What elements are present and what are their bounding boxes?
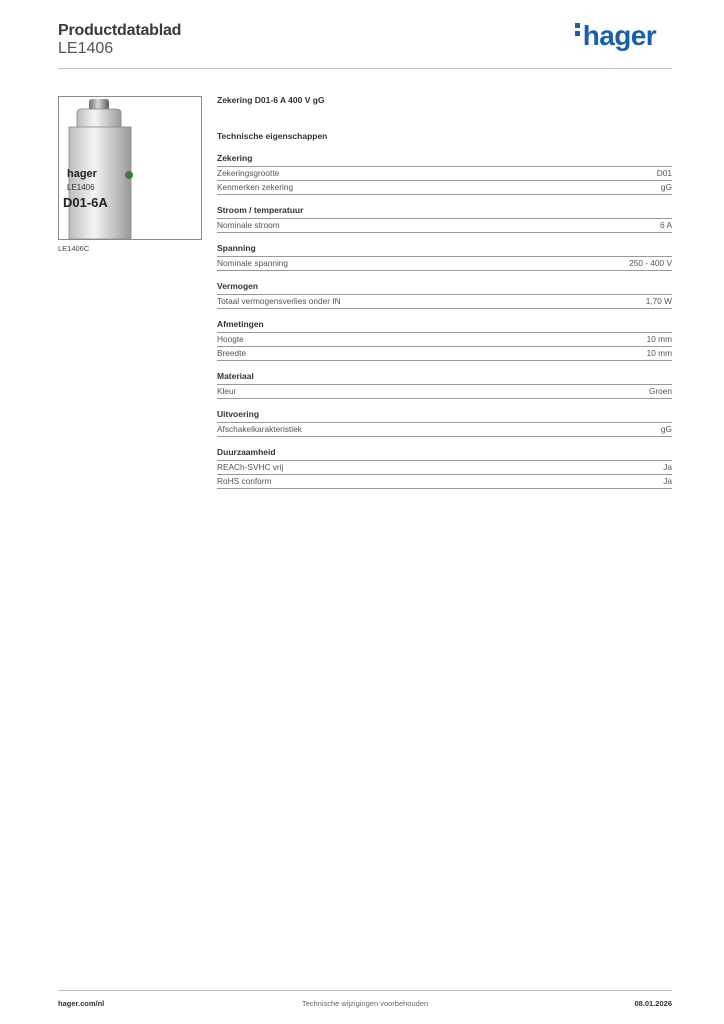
spec-row (217, 461, 672, 475)
logo-dots-icon (575, 20, 581, 39)
section-vermogen (217, 281, 672, 309)
spec-label: Kenmerken zekering (217, 182, 294, 192)
spec-label: Totaal vermogensverlies onder IN (217, 296, 341, 306)
section-title: Duurzaamheid (217, 447, 672, 461)
section-title: Afmetingen (217, 319, 672, 333)
spec-value: Ja (663, 476, 672, 486)
spec-row (217, 295, 672, 309)
page-footer (58, 990, 672, 1015)
product-photo (58, 96, 202, 240)
spec-label: Breedte (217, 348, 247, 358)
spec-row (217, 347, 672, 361)
fuse-label-rating: D01-6A (63, 195, 108, 210)
spec-label: REACh-SVHC vrij (217, 462, 284, 472)
page-header (58, 20, 672, 69)
spec-row (217, 475, 672, 489)
spec-content (217, 95, 672, 489)
section-title: Stroom / temperatuur (217, 205, 672, 219)
section-title: Uitvoering (217, 409, 672, 423)
section-afmetingen (217, 319, 672, 361)
photo-caption: LE1406C (58, 244, 90, 253)
footer-date: 08.01.2026 (634, 999, 672, 1008)
spec-value: 10 mm (646, 334, 672, 344)
spec-value: 1,70 W (645, 296, 672, 306)
section-title: Zekering (217, 153, 672, 167)
spec-value: 6 A (660, 220, 672, 230)
spec-label: Afschakelkarakteristiek (217, 424, 302, 434)
spec-row (217, 257, 672, 271)
spec-value: 10 mm (646, 348, 672, 358)
spec-value: 250 - 400 V (629, 258, 672, 268)
fuse-image-icon (59, 97, 201, 239)
section-title: Materiaal (217, 371, 672, 385)
spec-value: Groen (648, 386, 672, 396)
logo-text: hager (582, 20, 656, 51)
spec-row (217, 385, 672, 399)
fuse-indicator (125, 171, 133, 179)
spec-value: D01 (656, 168, 672, 178)
spec-value: gG (660, 182, 672, 192)
spec-value: gG (660, 424, 672, 434)
spec-row (217, 423, 672, 437)
spec-label: Kleur (217, 386, 237, 396)
spec-row (217, 333, 672, 347)
spec-label: Nominale spanning (217, 258, 289, 268)
spec-label: Nominale stroom (217, 220, 280, 230)
section-uitvoering (217, 409, 672, 437)
section-duurzaamheid (217, 447, 672, 489)
footer-notice: Technische wijzigingen voorbehouden (301, 999, 429, 1008)
product-name: Zekering D01-6 A 400 V gG (217, 95, 325, 105)
spec-label: RoHS conform (217, 476, 272, 486)
fuse-label-brand: hager (67, 168, 97, 180)
footer-website-link[interactable]: hager.com/nl (58, 999, 105, 1008)
fuse-label-code: LE1406 (67, 183, 95, 192)
spec-label: Zekeringsgrootte (217, 168, 280, 178)
fuse-top-collar (77, 109, 121, 129)
section-title: Vermogen (217, 281, 672, 295)
section-spanning (217, 243, 672, 271)
spec-row (217, 181, 672, 195)
section-title: Spanning (217, 243, 672, 257)
page-title: Productdatablad (58, 22, 182, 39)
spec-label: Hoogte (217, 334, 244, 344)
tech-heading: Technische eigenschappen (217, 131, 328, 141)
section-materiaal (217, 371, 672, 399)
spec-row (217, 167, 672, 181)
product-code: LE1406 (58, 40, 114, 57)
section-zekering (217, 153, 672, 195)
section-stroom (217, 205, 672, 233)
spec-value: Ja (663, 462, 672, 472)
hager-logo (575, 20, 656, 52)
spec-row (217, 219, 672, 233)
